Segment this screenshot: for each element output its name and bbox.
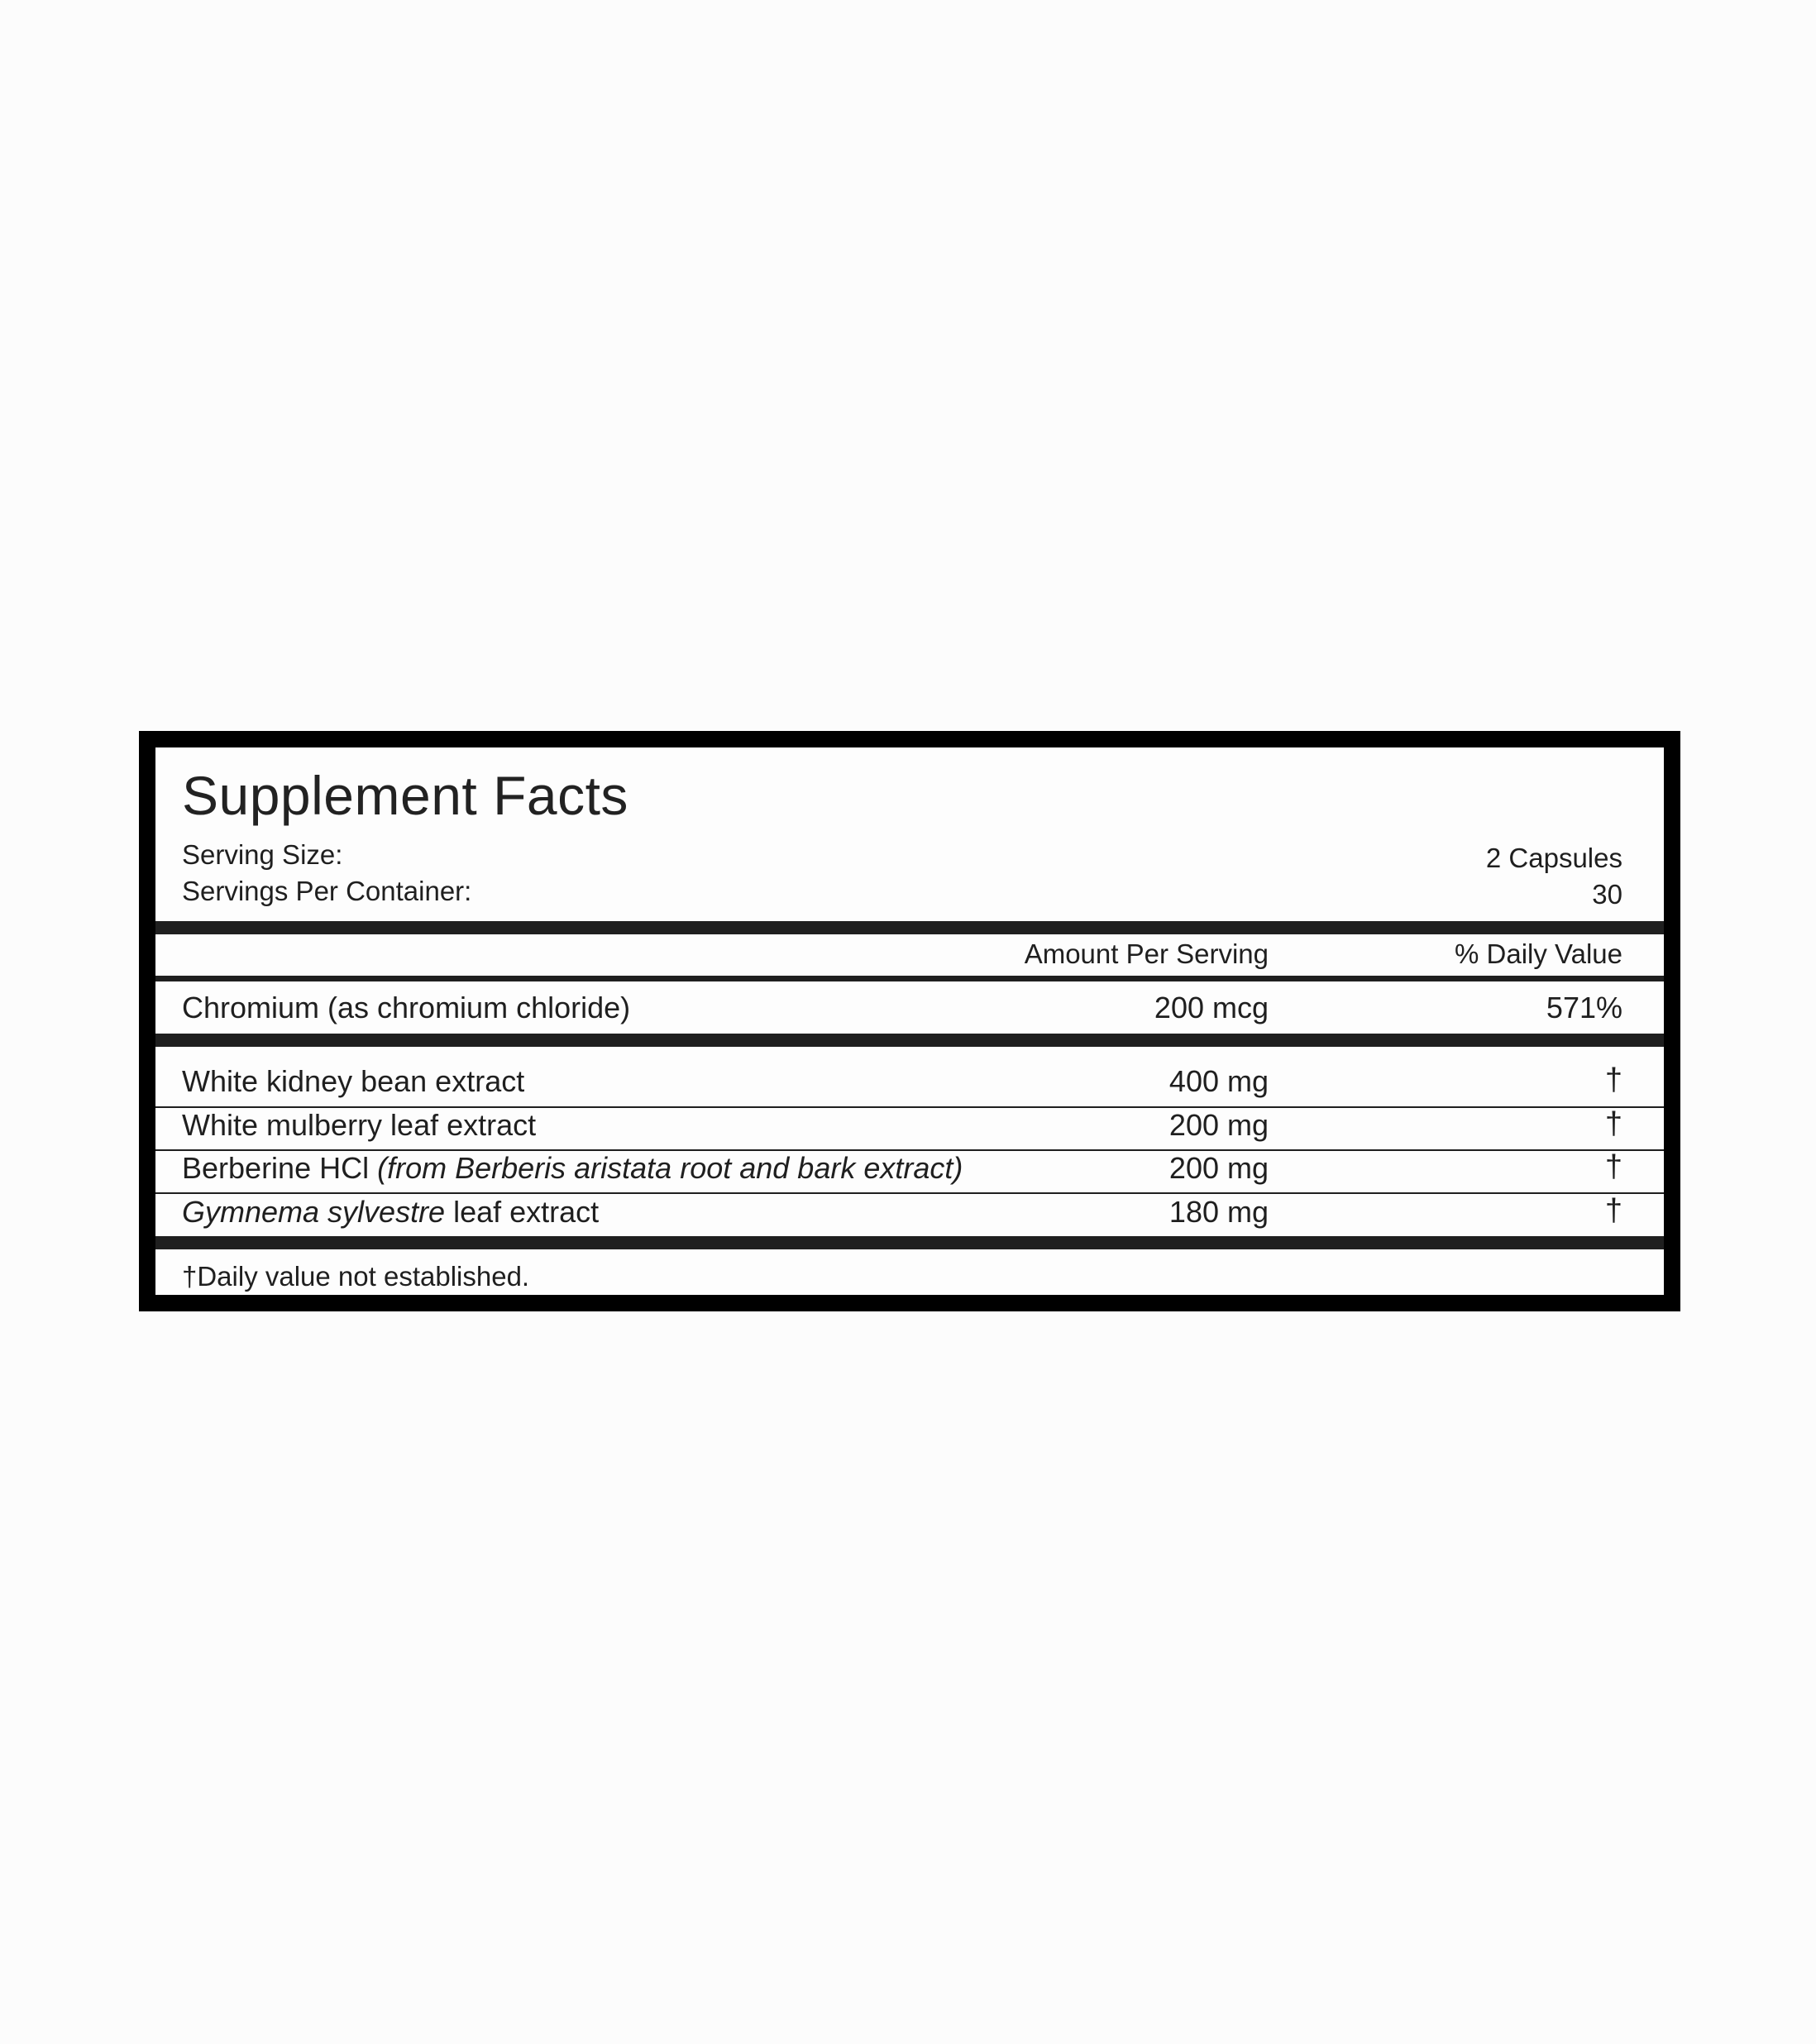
servings-per-container-label: Servings Per Container: xyxy=(182,876,472,906)
supplement-facts-panel xyxy=(139,731,1680,1311)
column-header-daily-value: % Daily Value xyxy=(1455,938,1622,969)
ingredient-name-berberine xyxy=(182,1150,963,1187)
ingredient-daily-value: † xyxy=(1604,1149,1622,1184)
chromium-amount: 200 mcg xyxy=(1154,991,1269,1024)
serving-size-label: Serving Size: xyxy=(182,839,343,870)
ingredient-daily-value: † xyxy=(1604,1106,1622,1141)
thick-divider-2 xyxy=(155,1034,1664,1047)
column-header-amount: Amount Per Serving xyxy=(1024,938,1269,969)
chromium-daily-value: 571% xyxy=(1546,991,1622,1024)
footnote: †Daily value not established. xyxy=(182,1261,530,1292)
ingredient-daily-value: † xyxy=(1604,1063,1622,1097)
ingredient-amount: 180 mg xyxy=(1168,1195,1269,1229)
serving-size-value: 2 Capsules xyxy=(1485,843,1622,873)
ingredient-amount: 200 mg xyxy=(1168,1108,1269,1142)
thick-divider-1 xyxy=(155,921,1664,934)
panel-title: Supplement Facts xyxy=(182,765,628,826)
ingredient-botanical-name: Gymnema sylvestre xyxy=(182,1195,446,1229)
thick-divider-3 xyxy=(155,1236,1664,1249)
ingredient-name: White kidney bean extract xyxy=(182,1064,525,1098)
ingredient-name: leaf extract xyxy=(453,1195,600,1229)
ingredient-name: Berberine HCl xyxy=(182,1151,370,1185)
ingredient-daily-value: † xyxy=(1604,1193,1622,1228)
ingredient-amount: 400 mg xyxy=(1168,1064,1269,1098)
medium-divider xyxy=(155,976,1664,981)
ingredient-source: (from Berberis aristata root and bark extract) xyxy=(377,1151,963,1185)
ingredient-amount: 200 mg xyxy=(1168,1151,1269,1185)
servings-per-container-value: 30 xyxy=(1592,879,1622,910)
ingredient-name-gymnema xyxy=(182,1194,599,1230)
ingredient-name: White mulberry leaf extract xyxy=(182,1108,537,1142)
chromium-name: Chromium (as chromium chloride) xyxy=(182,991,631,1024)
